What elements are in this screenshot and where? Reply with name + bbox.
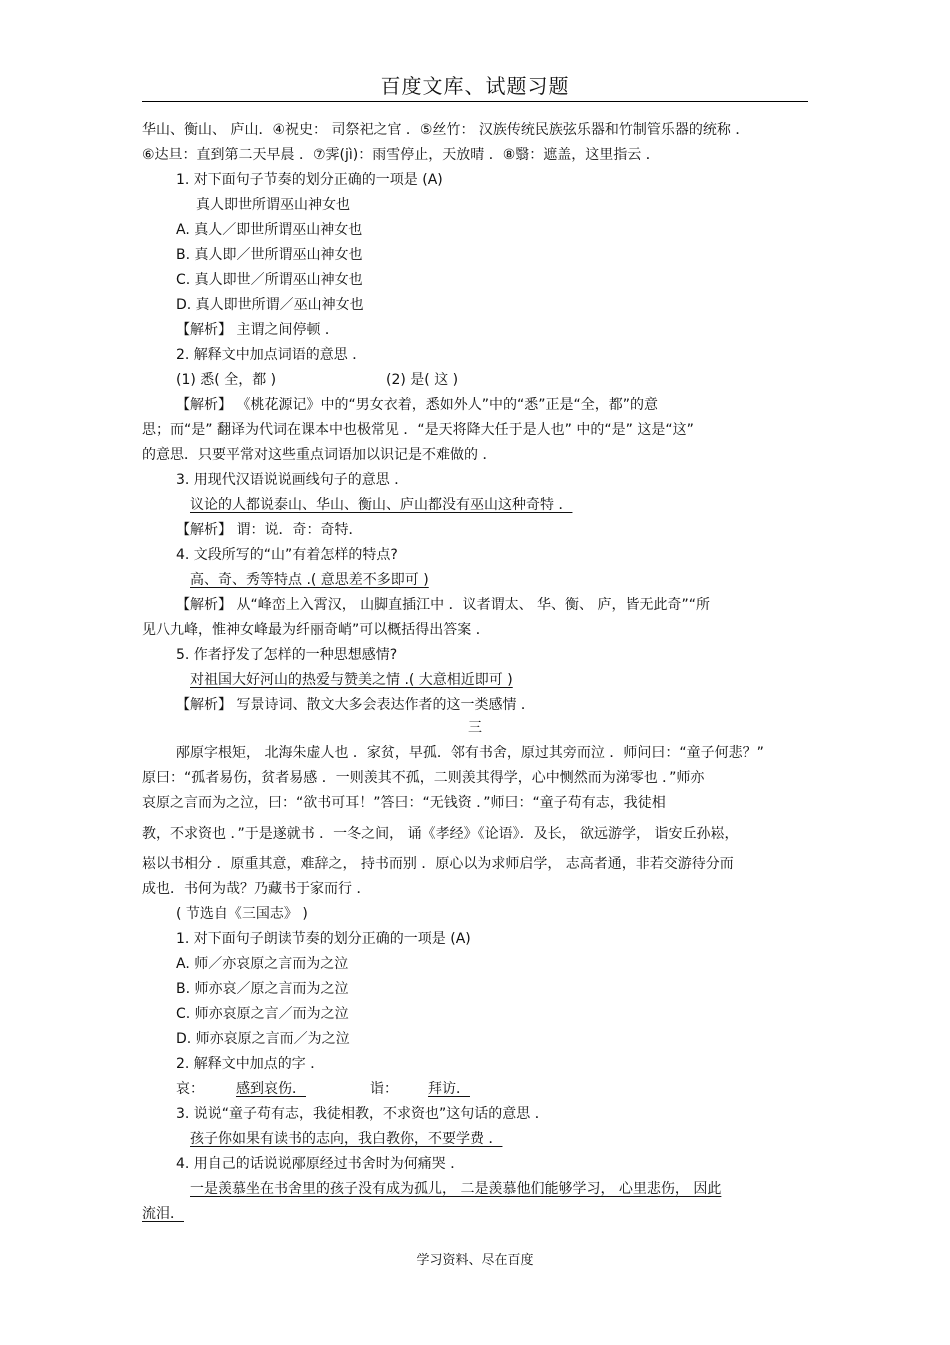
question-line: 3. 说说“童子苟有志，我徒相教，不求资也”这句话的意思 ．: [176, 1106, 549, 1122]
page-footer: 学习资料、尽在百度: [416, 1253, 534, 1268]
option-line: D. 真人即世所谓／巫山神女也: [176, 297, 364, 313]
passage-line: 哀原之言而为之泣，曰：“欲书可耳！”答曰：“无钱资 ．”师曰：“童子苟有志，我徒相: [142, 795, 666, 811]
answer-line: (2) 是( 这 ): [386, 372, 459, 388]
question-line: 3. 用现代汉语说说画线句子的意思 ．: [176, 472, 409, 488]
analysis-line: 【解析】 写景诗词、散文大多会表达作者的这一类感情 ．: [176, 697, 535, 713]
question-line: 5. 作者抒发了怎样的一种思想感情?: [176, 647, 398, 663]
question-line: 4. 文段所写的“山”有着怎样的特点?: [176, 547, 398, 563]
section-number: 三: [468, 720, 482, 736]
option-line: A. 师／亦哀原之言而为之泣: [176, 956, 349, 972]
answer-line: 流泪．: [142, 1206, 184, 1222]
answer-label: 哀：: [176, 1081, 204, 1097]
option-line: C. 师亦哀原之言／而为之泣: [176, 1006, 349, 1022]
header-divider: [142, 101, 808, 102]
text-line: 华山、衡山、 庐山．④祝史： 司祭祀之官 ．⑤丝竹： 汉族传统民族弦乐器和竹制管乐器的统称 ．: [142, 122, 750, 138]
passage-line: 邴原字根矩， 北海朱虚人也 ．家贫，早孤．邻有书舍，原过其旁而泣 ．师问曰：“童子何悲？”: [176, 745, 764, 761]
question-line: 4. 用自己的话说说邴原经过书舍时为何痛哭 ．: [176, 1156, 465, 1172]
option-line: B. 师亦哀／原之言而为之泣: [176, 981, 349, 997]
text-line: 见八九峰，惟神女峰最为纤丽奇峭”可以概括得出答案 ．: [142, 622, 490, 638]
answer-line: 对祖国大好河山的热爱与赞美之情 .( 大意相近即可 ): [190, 672, 513, 688]
answer-line: 感到哀伤．: [236, 1081, 306, 1097]
page-title: 百度文库、试题习题: [380, 74, 570, 98]
answer-line: 议论的人都说泰山、华山、衡山、庐山都没有巫山这种奇特 ．: [190, 497, 573, 513]
answer-line: 孩子你如果有读书的志向，我白教你，不要学费 ．: [190, 1131, 503, 1147]
option-line: C. 真人即世／所谓巫山神女也: [176, 272, 363, 288]
answer-line: 高、奇、秀等特点 .( 意思差不多即可 ): [190, 572, 429, 588]
analysis-line: 【解析】 谓：说．奇：奇特．: [176, 522, 363, 538]
question-line: 1. 对下面句子节奏的划分正确的一项是 (A): [176, 172, 443, 188]
text-line: 真人即世所谓巫山神女也: [196, 197, 350, 213]
text-line: 思；而“是” 翻译为代词在课本中也极常见 ．“是天将降大任于是人也” 中的“是” 这是“这”: [142, 422, 694, 438]
question-line: 1. 对下面句子朗读节奏的划分正确的一项是 (A): [176, 931, 471, 947]
analysis-line: 【解析】 《桃花源记》中的“男女衣着，悉如外人”中的“悉”正是“全，都”的意: [176, 397, 658, 413]
text-line: ⑥达旦：直到第二天早晨 ．⑦霁(jì)：雨雪停止，天放晴 ．⑧翳：遮盖，这里指云 ．: [142, 147, 660, 163]
answer-line: 拜访．: [428, 1081, 470, 1097]
question-line: 2. 解释文中加点的字 ．: [176, 1056, 325, 1072]
analysis-line: 【解析】 主谓之间停顿 ．: [176, 322, 339, 338]
answer-line: (1) 悉( 全，都 ): [176, 372, 277, 388]
text-line: 的意思．只要平常对这些重点词语加以识记是不难做的 ．: [142, 447, 497, 463]
answer-label: 诣：: [370, 1081, 398, 1097]
passage-line: 成也．书何为哉？乃藏书于家而行 ．: [142, 881, 371, 897]
analysis-line: 【解析】 从“峰峦上入霄汉， 山脚直插江中 ．议者谓太、 华、衡、 庐，皆无此奇”“所: [176, 597, 711, 613]
source-line: ( 节选自《三国志》 ): [176, 906, 308, 922]
option-line: D. 师亦哀原之言而／为之泣: [176, 1031, 350, 1047]
option-line: A. 真人／即世所谓巫山神女也: [176, 222, 363, 238]
passage-line: 崧以书相分 ．原重其意，难辞之， 持书而别 ．原心以为求师启学， 志高者通，非若交游待分而: [142, 856, 734, 872]
passage-line: 教，不求资也 ．”于是遂就书 ．一冬之间， 诵《孝经》《论语》．及长， 欲远游学， 诣安丘孙崧，: [142, 826, 739, 842]
passage-line: 原曰：“孤者易伤，贫者易感 ．一则羡其不孤，二则羡其得学，心中恻然而为涕零也 ．”师亦: [142, 770, 705, 786]
option-line: B. 真人即／世所谓巫山神女也: [176, 247, 363, 263]
question-line: 2. 解释文中加点词语的意思 ．: [176, 347, 367, 363]
answer-line: 一是羡慕坐在书舍里的孩子没有成为孤儿， 二是羡慕他们能够学习， 心里悲伤， 因此: [190, 1181, 722, 1197]
